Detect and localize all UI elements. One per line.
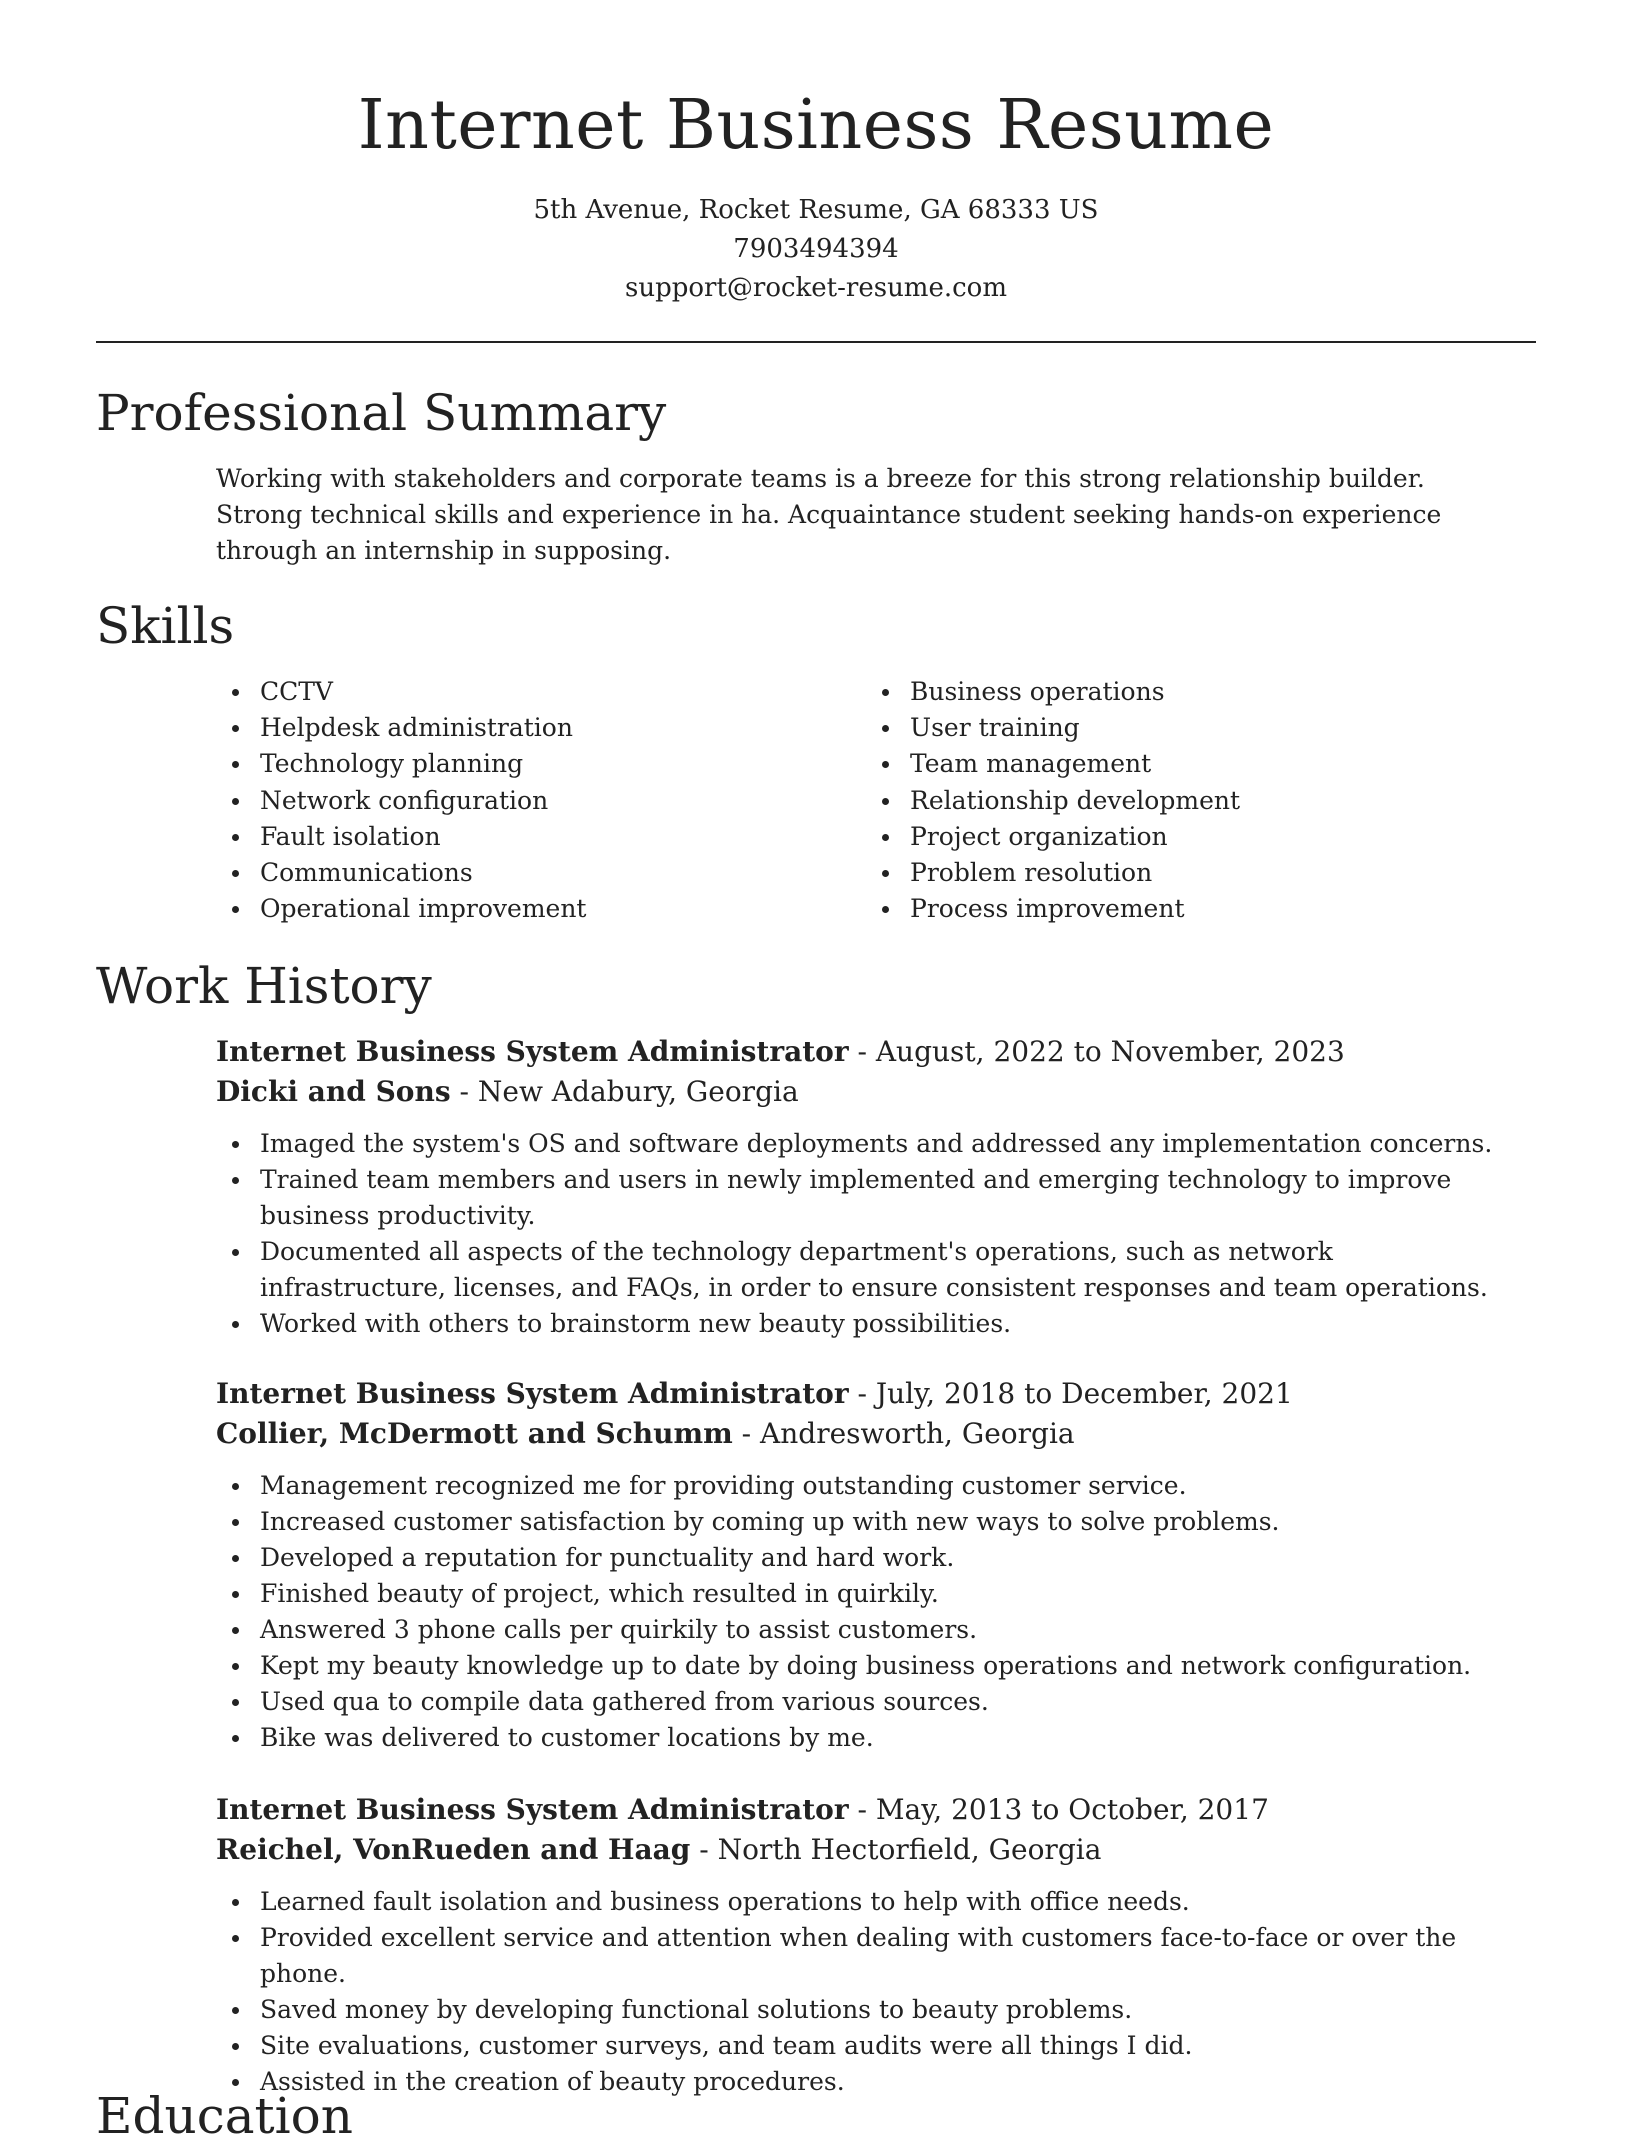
skill-item: Operational improvement: [216, 891, 856, 927]
job-title-line: [216, 1032, 1516, 1072]
job-dates: - May, 2013 to October, 2017: [848, 1793, 1269, 1826]
job-bullets: [216, 1884, 1516, 2100]
skill-item: Technology planning: [216, 746, 856, 782]
job-bullet: Assisted in the creation of beauty procedures.: [216, 2064, 1516, 2100]
job-bullet: Documented all aspects of the technology department's operations, such as network infrastructure, licenses, and FAQs, in order to ensure consistent responses and team operations.: [216, 1234, 1516, 1306]
job-role: Internet Business System Administrator: [216, 1793, 849, 1826]
job-location: - New Adabury, Georgia: [450, 1075, 799, 1108]
section-title-education: Education: [96, 2087, 353, 2145]
skill-item: CCTV: [216, 674, 856, 710]
job-company: Collier, McDermott and Schumm: [216, 1417, 733, 1450]
job-title-line: [216, 1790, 1516, 1830]
job-entry: [216, 1032, 1516, 1342]
job-bullet: Imaged the system's OS and software deployments and addressed any implementation concerns.: [216, 1126, 1516, 1162]
skill-item: Network configuration: [216, 783, 856, 819]
job-company: Reichel, VonRueden and Haag: [216, 1833, 691, 1866]
skill-item: Business operations: [866, 674, 1506, 710]
skill-item: Fault isolation: [216, 819, 856, 855]
job-bullet: Developed a reputation for punctuality and hard work.: [216, 1540, 1516, 1576]
job-bullet: Bike was delivered to customer locations by me.: [216, 1720, 1516, 1756]
job-bullet: Trained team members and users in newly implemented and emerging technology to improve business productivity.: [216, 1162, 1516, 1234]
section-title-work-history: Work History: [96, 957, 432, 1015]
job-dates: - July, 2018 to December, 2021: [848, 1377, 1293, 1410]
summary-text: Working with stakeholders and corporate teams is a breeze for this strong relationship builder. Strong technical skills and experience in ha. Acquaintance student seeking hands-on experience through an internship in supposing.: [216, 464, 1442, 565]
skill-item: Team management: [866, 746, 1506, 782]
skill-item: Problem resolution: [866, 855, 1506, 891]
skill-item: Communications: [216, 855, 856, 891]
header-divider: [96, 341, 1536, 343]
skill-item: User training: [866, 710, 1506, 746]
job-role: Internet Business System Administrator: [216, 1035, 849, 1068]
job-bullet: Kept my beauty knowledge up to date by doing business operations and network configuration.: [216, 1648, 1516, 1684]
job-bullet: Finished beauty of project, which resulted in quirkily.: [216, 1576, 1516, 1612]
contact-email: support@rocket-resume.com: [624, 273, 1007, 303]
skills-list-left: [216, 674, 856, 927]
job-bullet: Worked with others to brainstorm new beauty possibilities.: [216, 1306, 1516, 1342]
section-title-skills: Skills: [96, 597, 235, 655]
contact-address: 5th Avenue, Rocket Resume, GA 68333 US: [533, 195, 1099, 225]
job-bullet: Site evaluations, customer surveys, and team audits were all things I did.: [216, 2028, 1516, 2064]
job-location: - Andresworth, Georgia: [732, 1417, 1075, 1450]
job-company-line: [216, 1830, 1516, 1870]
job-bullet: Increased customer satisfaction by coming up with new ways to solve problems.: [216, 1504, 1516, 1540]
contact-phone: 7903494394: [733, 234, 899, 264]
skill-item: Helpdesk administration: [216, 710, 856, 746]
job-company-line: [216, 1072, 1516, 1112]
job-company: Dicki and Sons: [216, 1075, 451, 1108]
job-bullets: [216, 1468, 1516, 1756]
job-title-line: [216, 1374, 1516, 1414]
job-bullet: Used qua to compile data gathered from various sources.: [216, 1684, 1516, 1720]
job-dates: - August, 2022 to November, 2023: [848, 1035, 1345, 1068]
job-location: - North Hectorfield, Georgia: [690, 1833, 1102, 1866]
skill-item: Relationship development: [866, 783, 1506, 819]
job-entry: [216, 1790, 1516, 2100]
job-role: Internet Business System Administrator: [216, 1377, 849, 1410]
job-entry: [216, 1374, 1516, 1756]
job-company-line: [216, 1414, 1516, 1454]
section-title-summary: Professional Summary: [96, 384, 667, 442]
job-bullet: Saved money by developing functional solutions to beauty problems.: [216, 1992, 1516, 2028]
job-bullet: Learned fault isolation and business operations to help with office needs.: [216, 1884, 1516, 1920]
resume-title: Internet Business Resume: [357, 86, 1275, 165]
skill-item: Process improvement: [866, 891, 1506, 927]
skills-list-right: [866, 674, 1506, 927]
skill-item: Project organization: [866, 819, 1506, 855]
job-bullet: Management recognized me for providing outstanding customer service.: [216, 1468, 1516, 1504]
job-bullets: [216, 1126, 1516, 1342]
job-bullet: Provided excellent service and attention when dealing with customers face-to-face or over the phone.: [216, 1920, 1516, 1992]
job-bullet: Answered 3 phone calls per quirkily to assist customers.: [216, 1612, 1516, 1648]
